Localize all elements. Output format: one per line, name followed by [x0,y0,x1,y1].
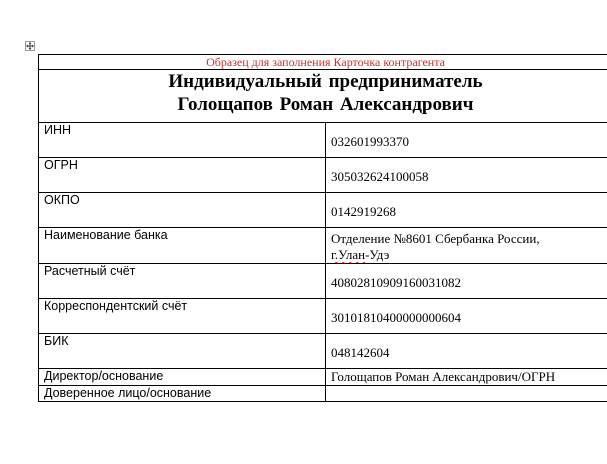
bik-value[interactable]: 048142604 [326,334,607,369]
heading-line-2: Голощапов Роман Александрович [177,94,474,115]
table-row-settlement-account [39,264,607,299]
bik-label: БИК [39,334,326,369]
spellcheck-underlined-word: г.Улан [331,247,366,262]
table-row-bank-name [39,228,607,264]
table-row-ogrn [39,158,607,193]
correspondent-account-label: Корреспондентский счёт [39,299,326,334]
inn-value[interactable]: 032601993370 [326,123,607,158]
bank-name-line-1: Отделение №8601 Сбербанка России, [331,231,540,246]
okpo-value[interactable]: 0142919268 [326,193,607,228]
inn-label: ИНН [39,123,326,158]
document-caption: Образец для заполнения Карточка контрагента [39,55,607,70]
bank-name-value[interactable] [326,228,607,264]
director-value[interactable]: Голощапов Роман Александрович/ОГРН [326,369,607,386]
table-row-inn [39,123,607,158]
ogrn-value[interactable]: 305032624100058 [326,158,607,193]
heading-line-1: Индивидуальный предприниматель [168,71,483,92]
bank-name-label: Наименование банка [39,228,326,264]
ogrn-label: ОГРН [39,158,326,193]
settlement-account-label: Расчетный счёт [39,264,326,299]
table-move-handle-icon[interactable] [25,41,35,51]
table-row-bik [39,334,607,369]
director-label: Директор/основание [39,369,326,386]
table-row-proxy [39,386,607,402]
correspondent-account-value[interactable]: 30101810400000000604 [326,299,607,334]
table-row-okpo [39,193,607,228]
caption-row [39,55,607,70]
counterparty-card-table [38,54,607,402]
proxy-label: Доверенное лицо/основание [39,386,326,402]
heading-row [39,70,607,123]
table-row-correspondent-account [39,299,607,334]
okpo-label: ОКПО [39,193,326,228]
settlement-account-value[interactable]: 40802810909160031082 [326,264,607,299]
table-row-director [39,369,607,386]
move-arrows-icon [26,42,34,50]
entrepreneur-heading [39,70,607,123]
proxy-value[interactable] [326,386,607,402]
bank-city-rest: -Удэ [365,247,390,262]
bank-name-line-2 [331,247,607,263]
